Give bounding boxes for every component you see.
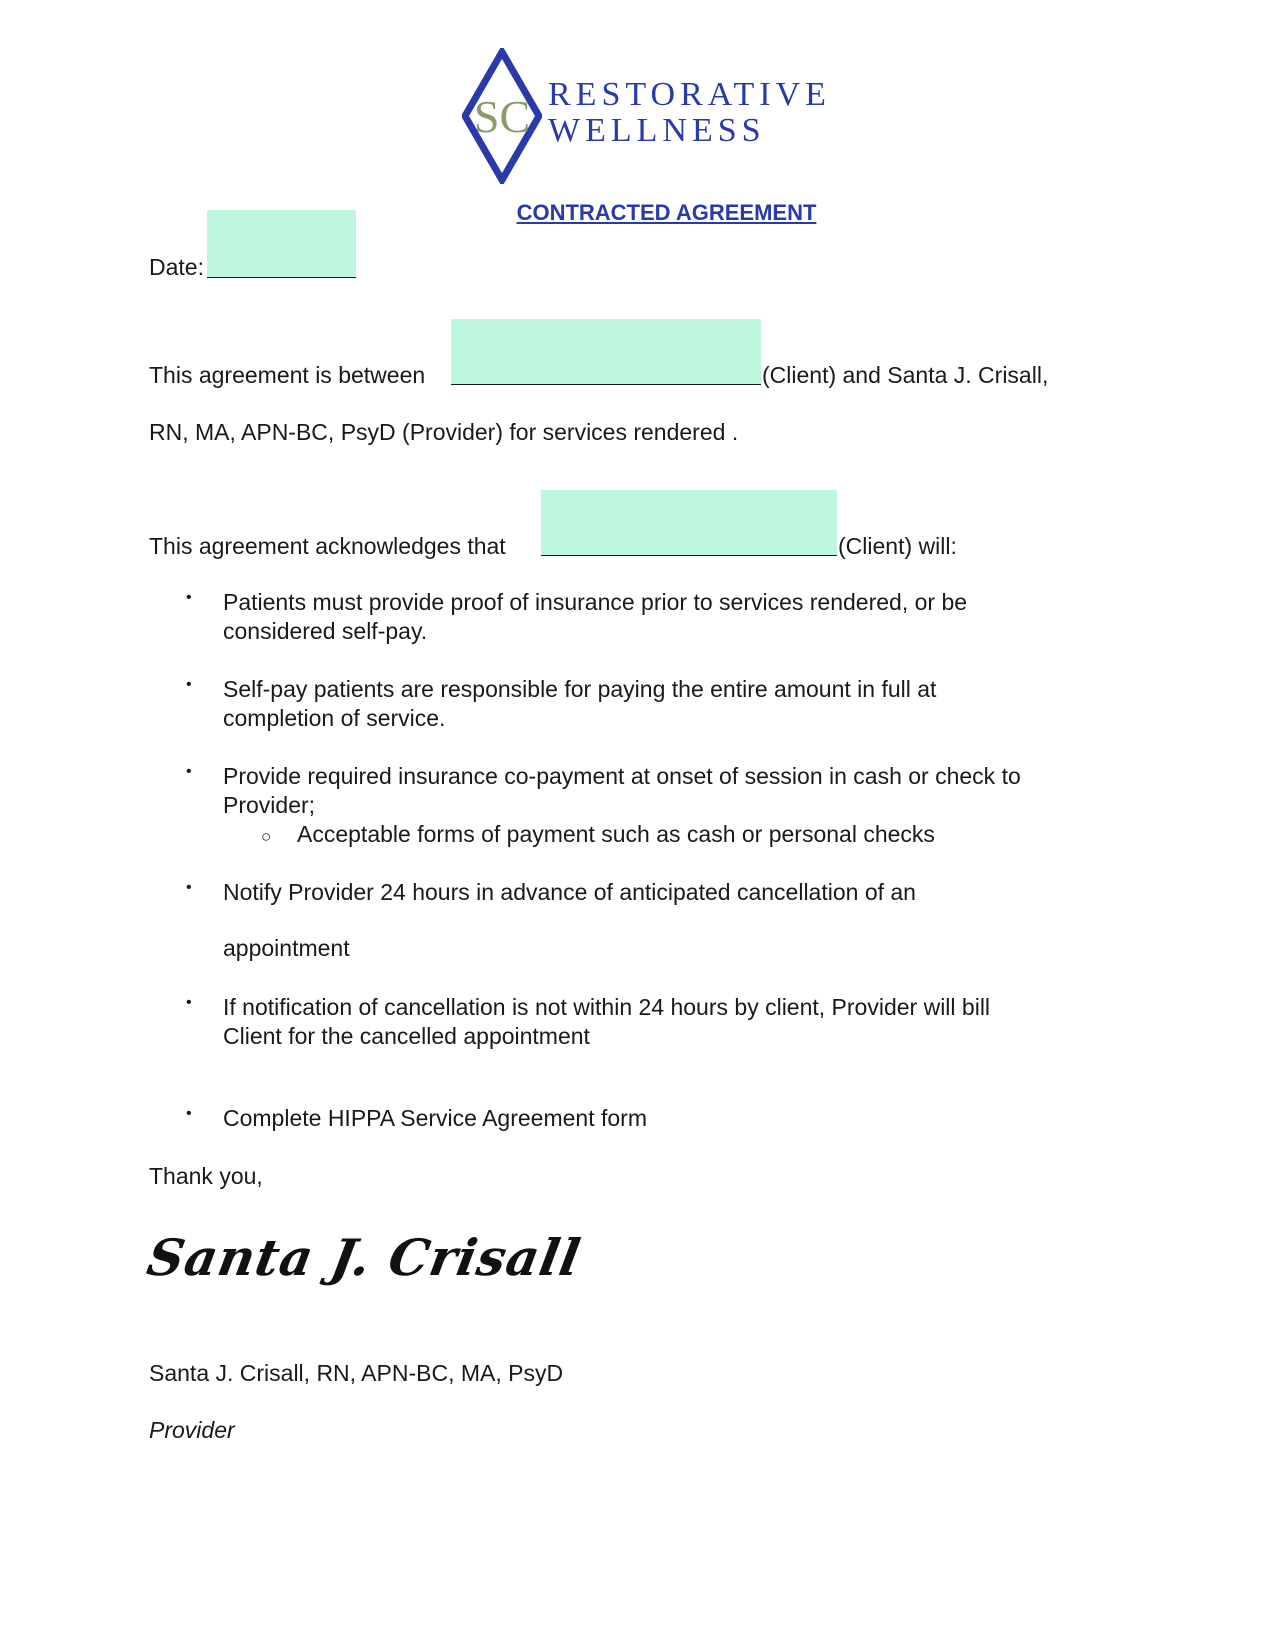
term-4-line-1: Notify Provider 24 hours in advance of anticipated cancellation of an [223,879,916,905]
acknowledgement-suffix: (Client) will: [838,533,957,559]
parties-prefix: This agreement is between [149,362,426,388]
term-3-line-2: Provider; [223,792,316,818]
sub-bullet-icon: ○ [261,827,272,846]
term-3-line-1: Provide required insurance co-payment at onset of session in cash or check to [223,763,1021,789]
date-field[interactable] [207,210,356,278]
term-1-line-2: considered self-pay. [223,618,428,644]
closing-text: Thank you, [149,1163,263,1189]
bullet-icon: • [186,994,192,1011]
bullet-icon: • [186,879,192,896]
diamond-logo-icon [462,48,542,184]
bullet-icon: • [186,763,192,780]
bullet-icon: • [186,676,192,693]
term-4-line-2: appointment [223,935,350,961]
date-label: Date: [149,254,204,280]
client-acknowledgement-field[interactable] [541,490,837,556]
term-5-line-2: Client for the cancelled appointment [223,1023,590,1049]
acknowledgement-prefix: This agreement acknowledges that [149,533,506,559]
logo-line-wellness: WELLNESS [548,112,766,149]
logo-line-restorative: RESTORATIVE [548,76,831,113]
logo [462,48,542,184]
term-3-sub-item: Acceptable forms of payment such as cash or personal checks [297,821,935,847]
parties-line2: RN, MA, APN-BC, PsyD (Provider) for services rendered . [149,419,739,445]
signature: Santa J. Crisall [142,1228,586,1287]
term-6-line-1: Complete HIPPA Service Agreement form [223,1105,647,1131]
term-2-line-2: completion of service. [223,705,446,731]
term-5-line-1: If notification of cancellation is not within 24 hours by client, Provider will bill [223,994,991,1020]
term-1-line-1: Patients must provide proof of insurance prior to services rendered, or be [223,589,968,615]
client-name-field[interactable] [451,319,761,385]
bullet-icon: • [186,1105,192,1122]
logo-monogram: SC [473,91,531,142]
term-2-line-1: Self-pay patients are responsible for paying the entire amount in full at [223,676,937,702]
document-title: CONTRACTED AGREEMENT [516,200,817,225]
provider-role: Provider [149,1417,235,1443]
provider-name: Santa J. Crisall, RN, APN-BC, MA, PsyD [149,1360,564,1386]
bullet-icon: • [186,589,192,606]
parties-suffix: (Client) and Santa J. Crisall, [762,362,1049,388]
